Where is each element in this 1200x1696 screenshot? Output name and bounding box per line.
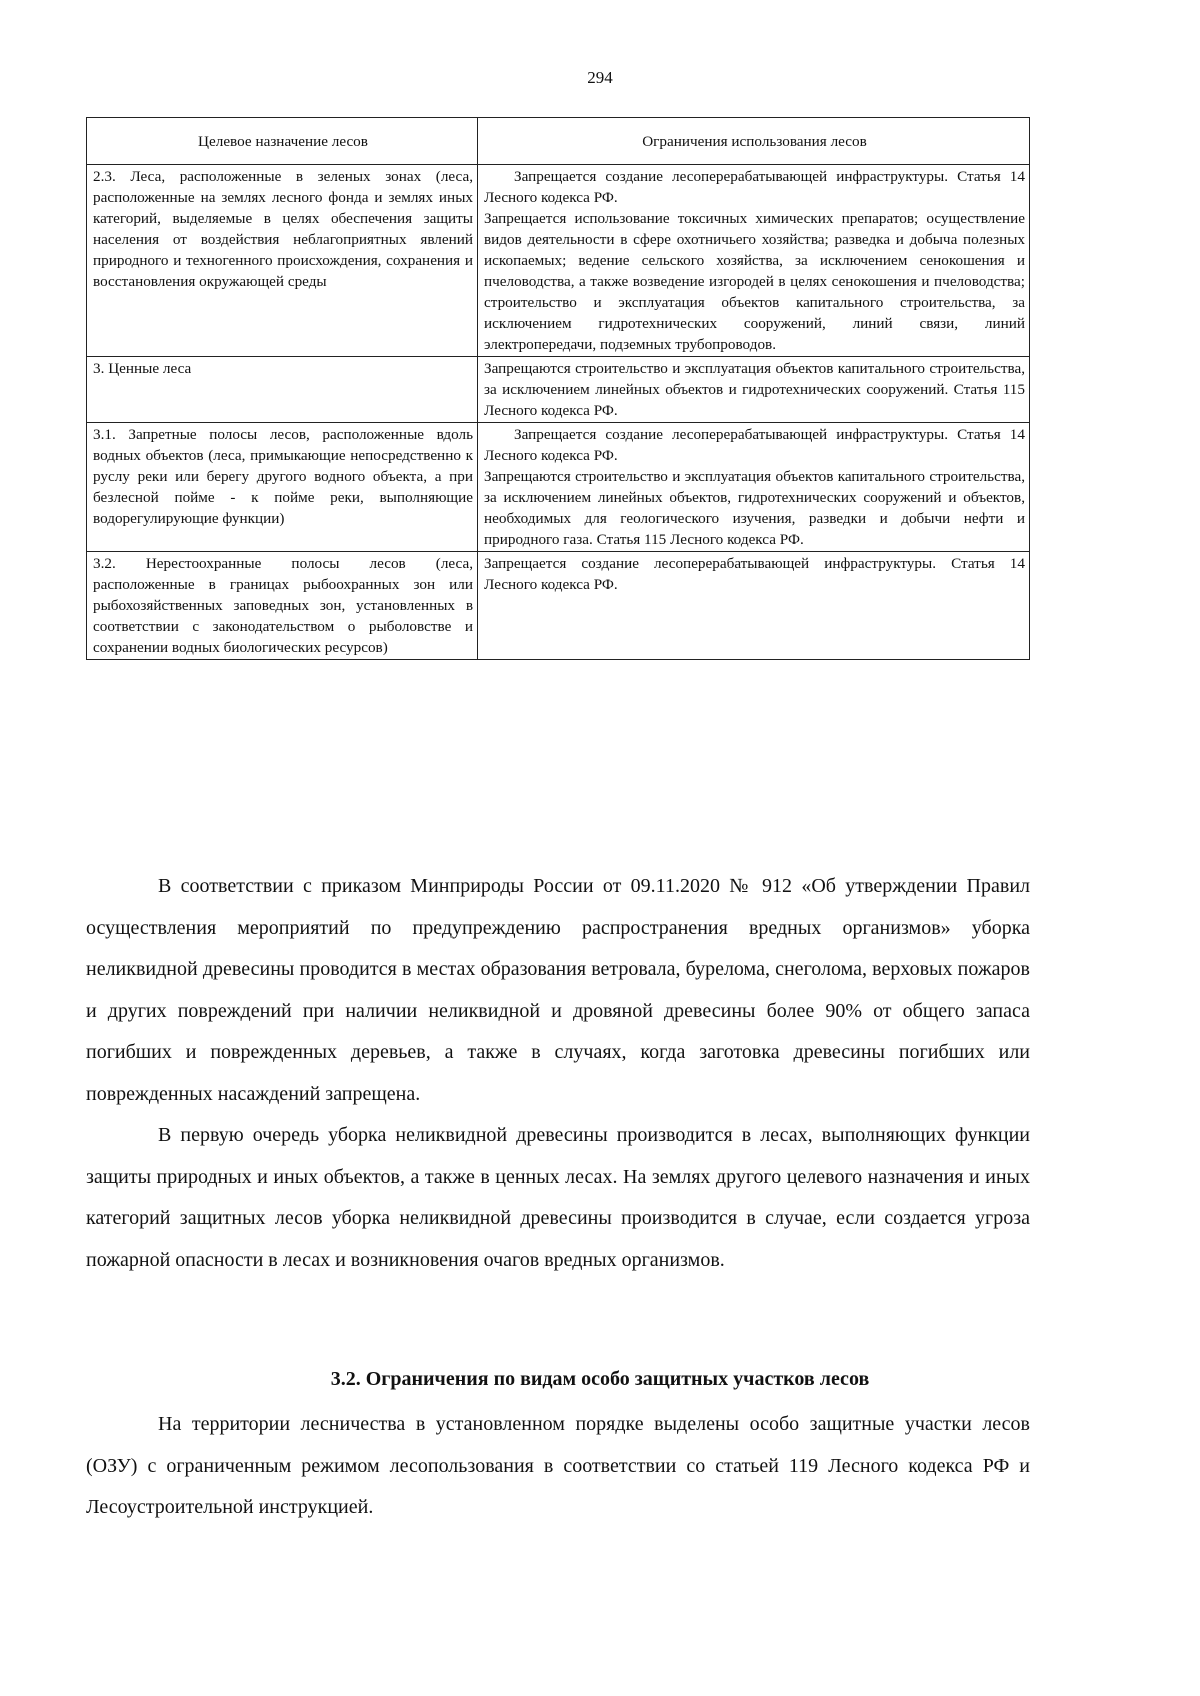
table-cell-purpose: 2.3. Леса, расположенные в зеленых зонах (леса, расположенные на землях лесного фонда и землях иных категорий, выделяемые в целях обеспечения защиты населения от воздействия неблагоприятных явлений природного и техногенного происхождения, сохранения и восстановления окружающей среды [87, 165, 478, 357]
paragraph: В соответствии с приказом Минприроды России от 09.11.2020 № 912 «Об утверждении Правил осуществления мероприятий по предупреждению распространения вредных организмов» уборка неликвидной древесины проводится в местах образования ветровала, бурелома, снеголома, верховых пожаров и других повреждений при наличии неликвидной и дровяной древесины более 90% от общего запаса погибших и поврежденных деревьев, а также в случаях, когда заготовка древесины погибших или поврежденных насаждений запрещена. [86, 875, 1030, 1105]
restriction-text: Запрещается создание лесоперерабатывающей инфраструктуры. Статья 14 Лесного кодекса РФ. [484, 555, 1025, 593]
table-row [87, 423, 1030, 552]
table-cell-restrictions [478, 357, 1030, 423]
paragraph: В первую очередь уборка неликвидной древесины производится в лесах, выполняющих функции защиты природных и иных объектов, а также в ценных лесах. На землях другого целевого назначения и иных категорий защитных лесов уборка неликвидной древесины производится в случае, если создается угроза пожарной опасности в лесах и возникновения очагов вредных организмов. [86, 1124, 1030, 1271]
forest-restrictions-table [86, 117, 1030, 660]
paragraph: На территории лесничества в установленном порядке выделены особо защитные участки лесов (ОЗУ) с ограниченным режимом лесопользования в соответствии со статьей 119 Лесного кодекса РФ и Лесоустроительной инструкцией. [86, 1413, 1030, 1518]
restriction-text: Запрещается создание лесоперерабатывающей инфраструктуры. Статья 14 Лесного кодекса РФ. [484, 426, 1025, 464]
restriction-text: Запрещается создание лесоперерабатывающей инфраструктуры. Статья 14 Лесного кодекса РФ. [484, 168, 1025, 206]
page-number: 294 [587, 68, 613, 87]
table-cell-purpose: 3.1. Запретные полосы лесов, расположенные вдоль водных объектов (леса, примыкающие непосредственно к руслу реки или берегу другого водного объекта, а при безлесной пойме - к пойме реки, выполняющие водорегулирующие функции) [87, 423, 478, 552]
body-text-before-heading [86, 866, 1030, 1281]
body-text-after-heading [86, 1404, 1030, 1529]
table-cell-purpose: 3.2. Нерестоохранные полосы лесов (леса, расположенные в границах рыбоохранных зон или рыбохозяйственных заповедных зон, установленных в соответствии с законодательством о рыболовстве и сохранении водных биологических ресурсов) [87, 552, 478, 660]
restriction-text: Запрещаются строительство и эксплуатация объектов капитального строительства, за исключением линейных объектов и гидротехнических сооружений. Статья 115 Лесного кодекса РФ. [484, 360, 1025, 419]
table-row [87, 552, 1030, 660]
table-cell-purpose: 3. Ценные леса [87, 357, 478, 423]
table-cell-restrictions [478, 165, 1030, 357]
table-cell-restrictions [478, 423, 1030, 552]
table-row [87, 357, 1030, 423]
table-cell-restrictions [478, 552, 1030, 660]
table-header-row [87, 118, 1030, 165]
restriction-text: Запрещаются строительство и эксплуатация объектов капитального строительства, за исключением линейных объектов, гидротехнических сооружений и объектов, необходимых для геологического изучения, разведки и добычи нефти и природного газа. Статья 115 Лесного кодекса РФ. [484, 468, 1025, 548]
table-header-purpose: Целевое назначение лесов [87, 118, 478, 165]
table-header-restrictions: Ограничения использования лесов [478, 118, 1030, 165]
restriction-text: Запрещается использование токсичных химических препаратов; осуществление видов деятельности в сфере охотничьего хозяйства; разведка и добыча полезных ископаемых; ведение сельского хозяйства, за исключением сенокошения и пчеловодства, а также возведение изгородей в целях сенокошения и пчеловодства; строительство и эксплуатация объектов капитального строительства, за исключением гидротехнических сооружений, линий связи, линий электропередачи, подземных трубопроводов. [484, 210, 1025, 353]
table-row [87, 165, 1030, 357]
section-heading: 3.2. Ограничения по видам особо защитных участков лесов [330, 1368, 870, 1390]
